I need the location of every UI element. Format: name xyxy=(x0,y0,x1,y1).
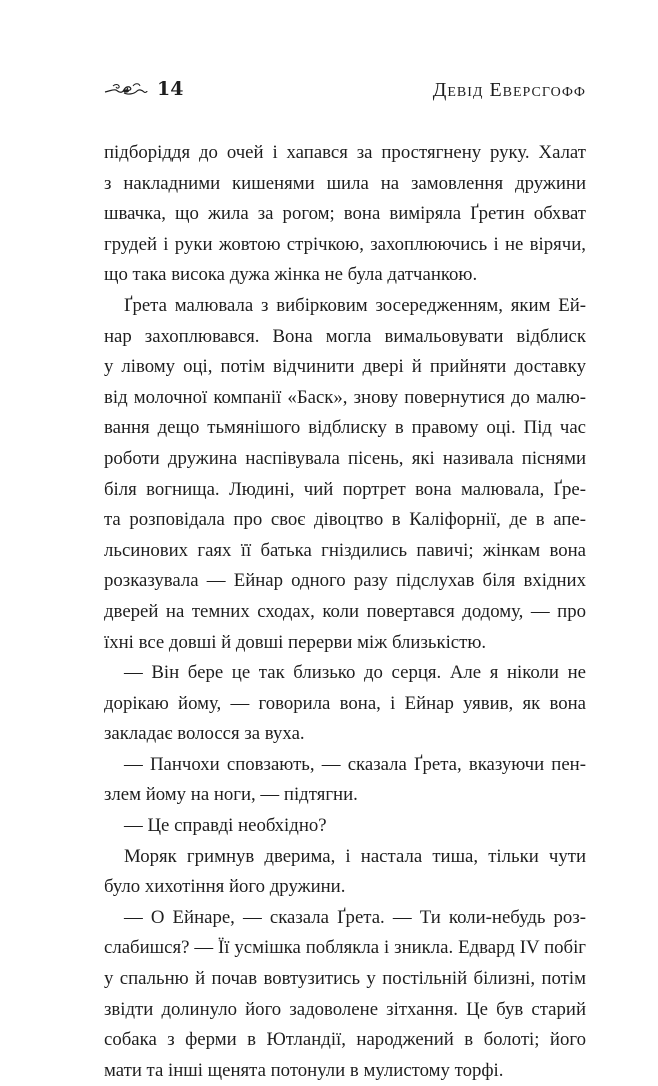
text-line: роботи дружина наспівувала пісень, які називала піснями xyxy=(104,447,586,469)
page-header xyxy=(104,78,586,102)
text-line: дверей на темних сходах, коли повертався додому, — про xyxy=(104,600,586,622)
text-line: у спальню й почав вовтузитись у постільній білизні, потім xyxy=(104,968,586,990)
text-line: та розповідала про своє дівоцтво в Каліфорнії, де в апе- xyxy=(104,509,586,531)
text-line: від молочної компанії «Баск», знову повернутися до малю- xyxy=(104,386,586,408)
text-line: собака з ферми в Ютландії, народжений в болоті; його xyxy=(104,1029,586,1051)
text-line: льсинових гаях її батька гніздились павичі; жінкам вона xyxy=(104,539,586,561)
text-line: нар захоплювався. Вона могла вимальовувати відблиск xyxy=(104,325,586,347)
page-number: 14 xyxy=(157,78,184,100)
text-line: — Це справді необхідно? xyxy=(124,815,327,837)
text-line: з накладними кишенями шила на замовлення дружини xyxy=(104,172,586,194)
flourish-ornament-icon xyxy=(104,80,148,96)
text-line: слабишся? — Її усмішка поблякла і зникла. Едвард IV побіг xyxy=(104,937,586,959)
text-line: мати та інші щенята потонули в мулистому торфі. xyxy=(104,1059,504,1081)
text-line: Ґрета малювала з вибірковим зосередженням, яким Ей- xyxy=(124,294,586,316)
body-text xyxy=(104,138,586,1086)
text-line: розказувала — Ейнар одного разу підслухав біля вхідних xyxy=(104,570,586,592)
text-line: — Панчохи сповзають, — сказала Ґрета, вказуючи пен- xyxy=(124,753,586,775)
text-line: Моряк гримнув дверима, і настала тиша, тільки чути xyxy=(124,845,586,867)
text-line: вання дещо тьмянішого відблиску в правому оці. Під час xyxy=(104,417,586,439)
text-line: було хихотіння його дружини. xyxy=(104,876,346,898)
running-head-author: Девід Еверсгофф xyxy=(432,79,586,101)
text-line: дорікаю йому, — говорила вона, і Ейнар уявив, як вона xyxy=(104,692,586,714)
text-line: грудей і руки жовтою стрічкою, захоплюючись і не вірячи, xyxy=(104,233,586,255)
text-line: підборіддя до очей і хапався за простягнену руку. Халат xyxy=(104,142,586,163)
text-line: у лівому оці, потім відчинити двері й прийняти доставку xyxy=(104,356,586,378)
text-line: швачка, що жила за рогом; вона виміряла Ґретин обхват xyxy=(104,203,586,225)
text-line: — Він бере це так близько до серця. Але я ніколи не xyxy=(124,662,586,684)
text-line: закладає волосся за вуха. xyxy=(104,723,305,745)
text-line: злем йому на ноги, — підтягни. xyxy=(104,784,358,806)
text-line: звідти долинуло його задоволене зітхання. Це був старий xyxy=(104,998,586,1020)
text-line: що така висока дужа жінка не була датчанкою. xyxy=(104,264,478,286)
text-line: — О Ейнаре, — сказала Ґрета. — Ти коли-небудь роз- xyxy=(124,906,586,928)
text-line: біля вогнища. Людині, чий портрет вона малювала, Ґре- xyxy=(104,478,586,500)
text-line: їхні все довші й довші перерви між близькістю. xyxy=(104,631,487,653)
